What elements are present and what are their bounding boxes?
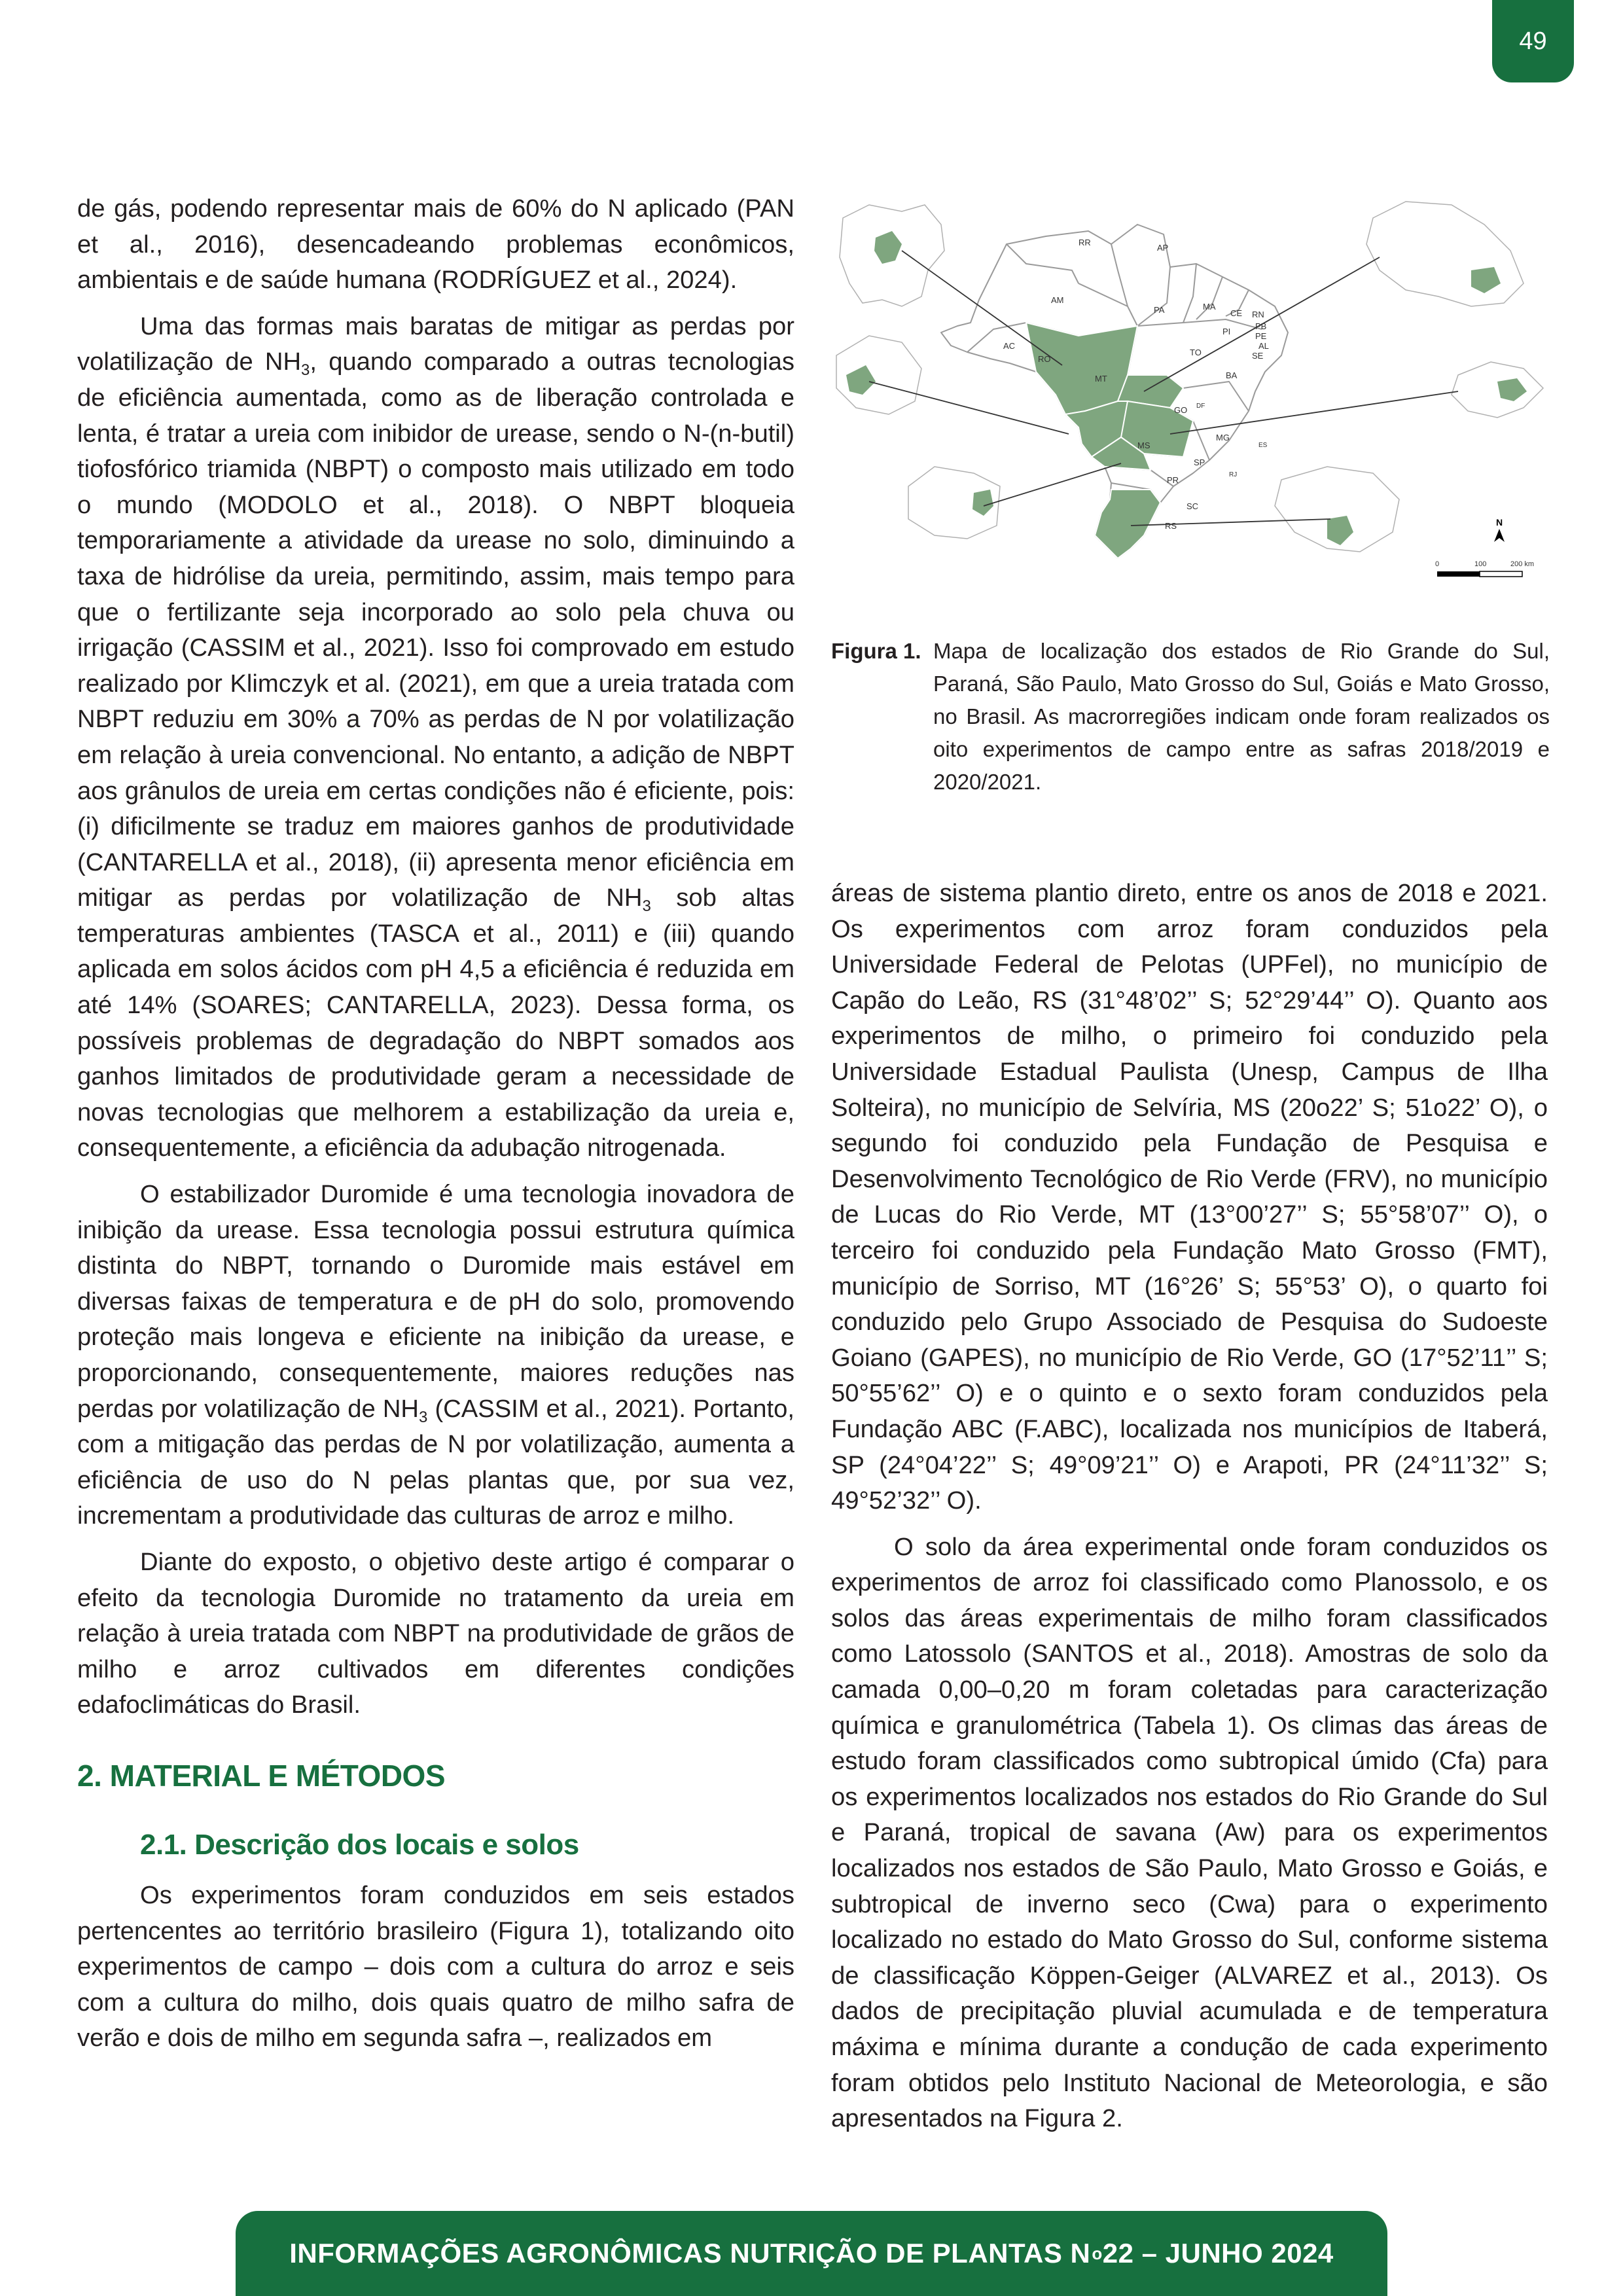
paragraph-nbpt: Uma das formas mais baratas de mitigar as perdas por volatilização de $NH_3$, quando comparado a outras tecnologias de eficiência aumentada, como as de liberação controlada e lenta, é tratar a ureia com inibidor de urease, sendo o N-(n-butil) tiofosfórico triamida (NBPT) o composto mais utilizado em todo o mundo (MODOLO et al., 2018). O NBPT bloqueia temporariamente a atividade da urease no solo, diminuindo a taxa de hidrólise da ureia, permitindo, assim, mais tempo para que o fertilizante seja incorporado ao solo pela chuva ou irrigação (CASSIM et al., 2021). Isso foi comprovado em estudo realizado por Klimczyk et al. (2021), em que a ureia tratada com NBPT reduziu em 30% a 70% as perdas de N por volatilização em relação à ureia convencional. No entanto, a adição de NBPT aos grânulos de ureia em certas condições não é eficiente, pois: (i) dificilmente se traduz em maiores ganhos de produtividade (CANTARELLA et al., 2018), (ii) apresenta menor eficiência em mitigar as perdas por volatilização de $NH_3$ sob altas temperaturas ambientes (TASCA et al., 2011) e (iii) quando aplicada em solos ácidos com pH 4,5 a eficiência é reduzida em até 14% (SOARES; CANTARELLA, 2023). Dessa forma, os possíveis problemas de degradação do NBPT somados aos ganhos limitados de produtividade geram a necessidade de novas tecnologias que melhorem a estabilização da ureia e, consequentemente, a eficiência da adubação nitrogenada. xyxy=(77,312,794,1162)
label-to: TO xyxy=(1190,348,1202,357)
svg-text:100: 100 xyxy=(1474,560,1487,568)
paragraph-soil-climate: O solo da área experimental onde foram conduzidos os experimentos de arroz foi classificado como Planossolo, e os solos das áreas experimentais de milho foram classificados como Latossolo (SANTOS et al., 2018). Amostras de solo da camada 0,00–0,20 m foram coletadas para caracterização química e granulométrica (Tabela 1). Os climas das áreas de estudo foram classificados como subtropical úmido (Cfa) para os experimentos localizados nos estados do Rio Grande do Sul e Paraná, tropical de savana (Aw) para os experimentos localizados nos estados de São Paulo, Mato Grosso e Goiás, e subtropical de inverno seco (Cwa) para o experimento localizado no estado do Mato Grosso do Sul, conforme sistema de classificação Köppen-Geiger (ALVAREZ et al., 2013). Os dados de precipitação pluvial acumulada e de temperatura máxima e mínima durante a condução de cada experimento foram obtidos pelo Instituto Nacional de Meteorologia, e são apresentados na Figura 2. xyxy=(831,1532,1548,2133)
figure-1-map xyxy=(830,192,1550,611)
north-arrow xyxy=(1494,517,1505,542)
label-pi: PI xyxy=(1222,327,1231,336)
rs-state xyxy=(1095,490,1160,558)
paragraph-objective: Diante do exposto, o objetivo deste artigo é comparar o efeito da tecnologia Duromide no tratamento da ureia em relação à ureia tratada com NBPT na produtividade de grãos de milho e arroz cultivados em diferentes condições edafoclimáticas do Brasil. xyxy=(77,1547,794,1719)
page-number-tab xyxy=(1492,0,1574,82)
page-number: 49 xyxy=(1519,27,1547,55)
journal-footer: INFORMAÇÕES AGRONÔMICAS NUTRIÇÃO DE PLANTAS N o 22 – JUNHO 2024 xyxy=(236,2211,1387,2296)
figure-1-caption xyxy=(831,635,1550,798)
label-go: GO xyxy=(1174,405,1188,415)
label-pr: PR xyxy=(1167,475,1179,485)
inset-go xyxy=(1366,202,1524,306)
label-pe: PE xyxy=(1255,331,1267,341)
right-column xyxy=(831,876,1548,2137)
svg-text:N: N xyxy=(1496,517,1503,528)
label-ro: RO xyxy=(1038,354,1051,364)
label-mt: MT xyxy=(1095,374,1107,384)
label-sc: SC xyxy=(1186,501,1199,511)
paragraph-duromide: O estabilizador Duromide é uma tecnologia inovadora de inibição da urease. Essa tecnologia possui estrutura química distinta do NBPT, tornando o Duromide mais estável em diversas faixas de temperatura e de pH do solo, promovendo proteção mais longeva e eficiente na inibição da urease, e proporcionando, consequentemente, maiores reduções nas perdas por volatilização de $NH_3$ (CASSIM et al., 2021). Portanto, com a mitigação das perdas de N por volatilização, aumenta a eficiência de uso do N pelas plantas que, por sua vez, incrementam a produtividade das culturas de arroz e milho. xyxy=(77,1180,795,1530)
label-se: SE xyxy=(1252,351,1264,361)
label-am: AM xyxy=(1051,295,1064,305)
label-mg: MG xyxy=(1216,433,1230,442)
brazil-location-map xyxy=(830,192,1550,611)
label-rr: RR xyxy=(1079,238,1091,247)
label-ce: CE xyxy=(1230,308,1243,318)
label-ac: AC xyxy=(1003,341,1016,351)
label-rn: RN xyxy=(1252,310,1264,319)
label-ms: MS xyxy=(1137,440,1150,450)
paragraph-methods: Os experimentos foram conduzidos em seis estados pertencentes ao território brasileiro (Figura 1), totalizando oito experimentos de campo – dois com a cultura do arroz e seis com a cultura do milho, dois quais quatro de milho safra de verão e dois de milho em segunda safra –, realizados em xyxy=(77,1880,794,2053)
label-pb: PB xyxy=(1255,321,1267,331)
label-al: AL xyxy=(1258,341,1269,351)
label-ap: AP xyxy=(1157,243,1169,253)
caption-label: Figura 1. xyxy=(831,639,921,663)
scale-bar xyxy=(1435,560,1534,577)
paragraph-experiments-locations: áreas de sistema plantio direto, entre os anos de 2018 e 2021. Os experimentos com arroz foram conduzidos pela Universidade Federal de Pelotas (UPFel), no município de Capão do Leão, RS (31°48’02’’ S; 52°29’44’’ O). Quanto aos experimentos de milho, o primeiro foi conduzido pela Universidade Estadual Paulista (Unesp, Campus de Ilha Solteira), no município de Selvíria, MS (20o22’ S; 51o22’ O), o segundo foi conduzido pela Fundação de Pesquisa e Desenvolvimento Tecnológico de Rio Verde (FRV), no município de Lucas do Rio Verde, MT (13°00’27’’ S; 55°58’07’’ O), o terceiro foi conduzido pela Fundação Mato Grosso (FMT), município de Sorriso, MT (16°26’ S; 55°53’ O), o quarto foi conduzido pelo Grupo Associado de Pesquisa do Sudoeste Goiano (GAPES), no município de Rio Verde, GO (17°52’11’’ S; 50°55’62’’ O) e o quinto e o sexto foram conduzidos pela Fundação ABC (F.ABC), localizada nos municípios de Itaberá, SP (24°04’22’’ S; 49°09’21’’ O) e Arapoti, PR (24°11’32’’ S; 49°52’32’’ O). xyxy=(831,879,1548,1515)
label-rs: RS xyxy=(1165,521,1177,531)
label-pa: PA xyxy=(1154,305,1165,315)
label-es: ES xyxy=(1258,442,1268,449)
label-ma: MA xyxy=(1203,302,1216,312)
inset-sp xyxy=(1452,362,1543,418)
subsection-heading: 2.1. Descrição dos locais e solos xyxy=(140,1828,579,1861)
label-df: DF xyxy=(1196,403,1205,410)
svg-text:0: 0 xyxy=(1435,560,1440,568)
left-column xyxy=(77,191,794,2056)
section-heading: 2. MATERIAL E MÉTODOS xyxy=(77,1758,446,1793)
paragraph-intro-continued: de gás, podendo representar mais de 60% do N aplicado (PAN et al., 2016), desencadeando problemas econômicos, ambientais e de saúde humana (RODRÍGUEZ et al., 2024). xyxy=(77,194,794,295)
svg-text:200 km: 200 km xyxy=(1510,560,1535,568)
caption-text: Mapa de localização dos estados de Rio Grande do Sul, Paraná, São Paulo, Mato Grosso do Sul, Goiás e Mato Grosso, no Brasil. As macrorregiões indicam onde foram realizados os oito experimentos de campo entre as safras 2018/2019 e 2020/2021. xyxy=(933,639,1550,794)
label-rj: RJ xyxy=(1229,471,1238,478)
label-sp: SP xyxy=(1194,457,1205,467)
label-ba: BA xyxy=(1226,370,1238,380)
